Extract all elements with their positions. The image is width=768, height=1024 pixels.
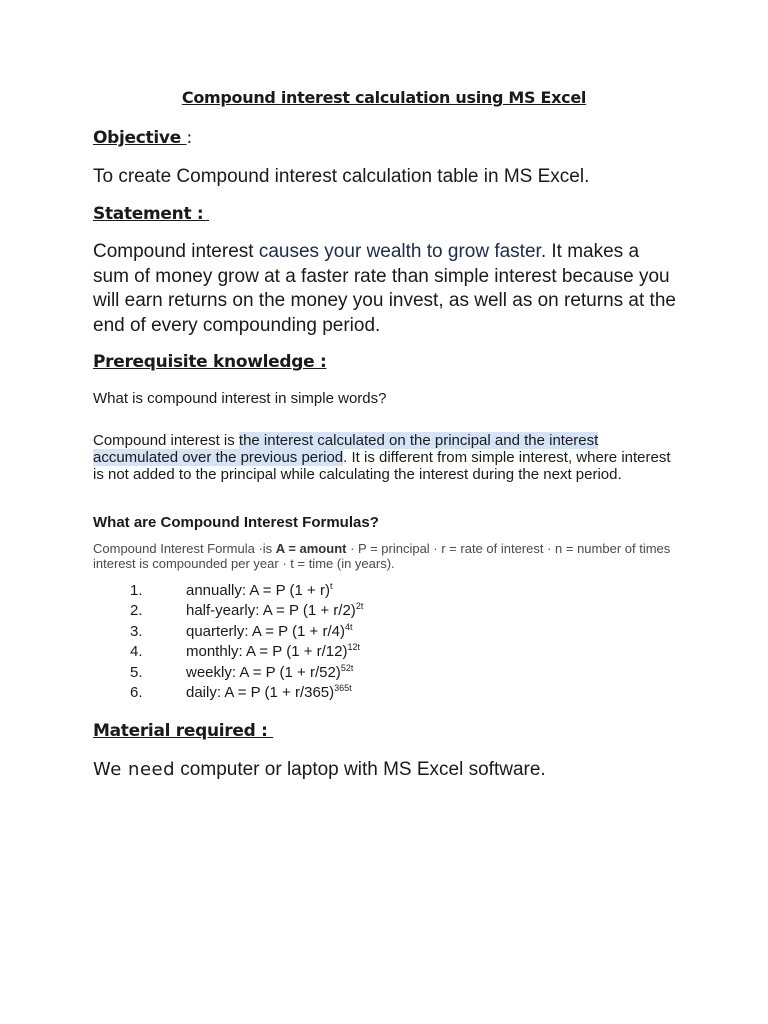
prerequisite-question: What is compound interest in simple words? — [93, 390, 387, 407]
formula-text: daily: A = P (1 + r/365) — [186, 683, 335, 701]
list-item-formula — [186, 622, 353, 642]
list-item-formula — [186, 601, 363, 621]
formula-exponent: 4t — [344, 621, 353, 632]
list-item-number: 3. — [130, 622, 143, 640]
formula-text: weekly: A = P (1 + r/52) — [186, 663, 341, 681]
statement-heading-label: Statement : — [93, 204, 210, 224]
document-title: Compound interest calculation using MS Excel — [181, 88, 587, 107]
list-item-formula — [186, 663, 353, 683]
objective-heading — [93, 128, 192, 148]
list-item-number: 2. — [130, 602, 143, 620]
list-item-formula — [186, 642, 360, 662]
objective-text: To create Compound interest calculation table in MS Excel. — [93, 166, 590, 187]
statement-heading — [93, 204, 209, 224]
statement-text-part1: Compound interest — [93, 241, 259, 262]
objective-heading-colon: : — [186, 128, 192, 148]
answer-highlight: the interest calculated on the principal and the interest accumulated over the previous period — [93, 432, 599, 466]
statement-link[interactable]: causes your wealth to grow faster — [258, 241, 541, 262]
statement-text — [93, 240, 678, 338]
formula-text: monthly: A = P (1 + r/12) — [186, 643, 348, 661]
formula-exponent: 12t — [347, 642, 360, 653]
material-text — [93, 758, 678, 783]
material-heading-label: Material required : — [93, 721, 274, 741]
formula-intro-part1: Compound Interest Formula ·is — [93, 541, 276, 556]
prerequisite-answer — [93, 432, 673, 483]
formula-text: annually: A = P (1 + r) — [186, 582, 330, 599]
statement-text-part2: . It makes a sum of money grow at a faster rate than simple interest because you will earn returns on the money you invest, as well as on returns at the end of every compounding period. — [93, 241, 676, 336]
material-heading — [93, 721, 273, 741]
formulas-heading: What are Compound Interest Formulas? — [93, 514, 379, 531]
formula-text: half-yearly: A = P (1 + r/2) — [186, 602, 356, 620]
list-item-number: 1. — [130, 582, 143, 599]
formula-intro-part2: · P = principal · r = rate of interest · n = number of times interest is compounded per year · t = time (in years). — [93, 541, 671, 571]
objective-heading-label: Objective — [93, 128, 187, 148]
prerequisite-heading-label: Prerequisite knowledge : — [93, 352, 327, 372]
list-item-formula — [186, 581, 333, 601]
answer-part2: . It is different from simple interest, where interest is not added to the principal while calculating the interest during the next period. — [93, 449, 671, 483]
formula-exponent: 2t — [355, 601, 364, 612]
prerequisite-heading — [93, 352, 326, 372]
list-item-number: 4. — [130, 643, 143, 661]
formula-intro-bold: A = amount — [275, 541, 347, 556]
answer-part1: Compound interest is — [93, 432, 239, 449]
list-item-formula — [186, 683, 352, 703]
formula-exponent: t — [329, 581, 333, 591]
list-item-number: 6. — [130, 683, 143, 701]
formula-intro — [93, 541, 673, 571]
formula-exponent: 365t — [334, 682, 352, 693]
material-text-part1: We need — [93, 759, 176, 780]
list-item-number: 5. — [130, 663, 143, 681]
formula-exponent: 52t — [340, 662, 354, 673]
material-text-part2: computer or laptop with MS Excel software. — [175, 759, 546, 780]
formula-text: quarterly: A = P (1 + r/4) — [186, 622, 345, 640]
